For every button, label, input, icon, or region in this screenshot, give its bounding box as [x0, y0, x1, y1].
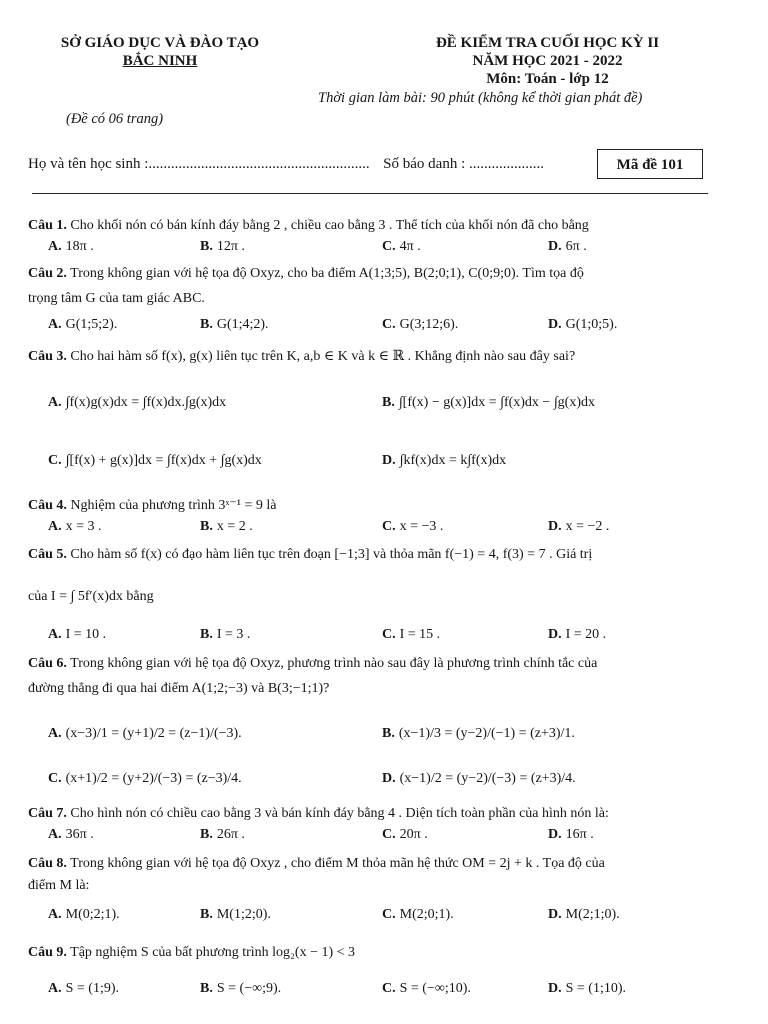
question-label: Câu 4. [28, 498, 67, 513]
question-6 [28, 655, 740, 673]
question-text-cont: trọng tâm G của tam giác ABC. [28, 291, 205, 306]
question-text: Cho khối nón có bán kính đáy bằng 2 , chiều cao bằng 3 . Thể tích của khối nón đã cho bằng [70, 218, 589, 233]
department-name: SỞ GIÁO DỤC VÀ ĐÀO TẠO [60, 35, 260, 51]
option-c[interactable]: C. M(2;0;1). [382, 907, 454, 922]
option-c[interactable]: C. 20π . [382, 827, 428, 842]
school-year: NĂM HỌC 2021 - 2022 [472, 53, 623, 69]
option-d[interactable]: D. x = −2 . [548, 519, 610, 534]
option-c[interactable]: C. S = (−∞;10). [382, 981, 471, 996]
option-b[interactable]: B. S = (−∞;9). [200, 981, 282, 996]
option-b[interactable]: B. ∫[f(x) − g(x)]dx = ∫f(x)dx − ∫g(x)dx [382, 395, 595, 410]
option-b[interactable]: B. I = 3 . [200, 627, 251, 642]
option-d[interactable]: D. 16π . [548, 827, 594, 842]
question-2 [28, 265, 740, 283]
option-a[interactable]: A. 36π . [48, 827, 94, 842]
option-d[interactable]: D. (x−1)/2 = (y−2)/(−3) = (z+3)/4. [382, 771, 576, 786]
header-divider [32, 193, 708, 194]
option-d[interactable]: D. M(2;1;0). [548, 907, 620, 922]
option-a[interactable]: A. M(0;2;1). [48, 907, 120, 922]
question-text: Nghiệm của phương trình 3ˣ⁻¹ = 9 là [70, 498, 277, 513]
question-text-cont: đường thẳng đi qua hai điểm A(1;2;−3) và B(3;−1;1)? [28, 681, 330, 696]
option-b[interactable]: B. M(1;2;0). [200, 907, 271, 922]
option-b[interactable]: B. x = 2 . [200, 519, 253, 534]
exam-code-box: Mã đề 101 [597, 149, 703, 179]
question-5 [28, 546, 740, 564]
page-count: (Đề có 06 trang) [66, 111, 164, 127]
option-a[interactable]: A. I = 10 . [48, 627, 107, 642]
exam-header [375, 34, 720, 88]
option-a[interactable]: A. 18π . [48, 239, 94, 254]
option-d[interactable]: D. ∫kf(x)dx = k∫f(x)dx [382, 453, 507, 468]
subject: Môn: Toán - lớp 12 [486, 71, 609, 87]
option-a[interactable]: A. x = 3 . [48, 519, 102, 534]
question-label: Câu 8. [28, 856, 67, 871]
option-b[interactable]: B. 12π . [200, 239, 245, 254]
question-text: Cho hai hàm số f(x), g(x) liên tục trên K, a,b ∈ K và k ∈ ℝ . Khẳng định nào sau đây sai? [70, 349, 576, 364]
question-label: Câu 3. [28, 349, 67, 364]
question-label: Câu 7. [28, 806, 67, 821]
option-c[interactable]: C. x = −3 . [382, 519, 444, 534]
question-text: Cho hàm số f(x) có đạo hàm liên tục trên đoạn [−1;3] và thỏa mãn f(−1) = 4, f(3) = 7 . Giá trị [70, 547, 593, 562]
question-text: Trong không gian với hệ tọa độ Oxyz , cho điểm M thỏa mãn hệ thức OM = 2j + k . Tọa độ của [70, 856, 605, 871]
question-3 [28, 348, 740, 366]
question-label: Câu 2. [28, 266, 67, 281]
option-c[interactable]: C. 4π . [382, 239, 421, 254]
exam-title: ĐỀ KIỂM TRA CUỐI HỌC KỲ II [435, 35, 660, 51]
option-a[interactable]: A. G(1;5;2). [48, 317, 118, 332]
option-c[interactable]: C. (x+1)/2 = (y+2)/(−3) = (z−3)/4. [48, 771, 242, 786]
student-info-line [28, 156, 544, 173]
question-4 [28, 497, 740, 515]
question-text-cont: của I = ∫ 5f′(x)dx bằng [28, 589, 154, 604]
option-a[interactable]: A. (x−3)/1 = (y+1)/2 = (z−1)/(−3). [48, 726, 242, 741]
option-b[interactable]: B. 26π . [200, 827, 245, 842]
department-header [30, 34, 290, 70]
option-c[interactable]: C. G(3;12;6). [382, 317, 459, 332]
option-d[interactable]: D. S = (1;10). [548, 981, 627, 996]
question-text: Tập nghiệm S của bất phương trình log₂(x − 1) < 3 [70, 945, 356, 960]
exam-time: Thời gian làm bài: 90 phút (không kể thời gian phát đề) [318, 90, 643, 106]
province-name: BẮC NINH [122, 53, 198, 69]
option-b[interactable]: B. (x−1)/3 = (y−2)/(−1) = (z+3)/1. [382, 726, 575, 741]
question-label: Câu 5. [28, 547, 67, 562]
option-c[interactable]: C. I = 15 . [382, 627, 441, 642]
question-label: Câu 9. [28, 945, 67, 960]
option-d[interactable]: D. G(1;0;5). [548, 317, 618, 332]
option-b[interactable]: B. G(1;4;2). [200, 317, 269, 332]
question-7 [28, 805, 740, 823]
question-text-cont: điểm M là: [28, 878, 90, 893]
question-1 [28, 217, 740, 235]
option-d[interactable]: D. 6π . [548, 239, 587, 254]
question-text: Trong không gian với hệ tọa độ Oxyz, phương trình nào sau đây là phương trình chính tắc của [70, 656, 598, 671]
question-8 [28, 855, 740, 873]
option-a[interactable]: A. ∫f(x)g(x)dx = ∫f(x)dx.∫g(x)dx [48, 395, 227, 410]
question-text: Trong không gian với hệ tọa độ Oxyz, cho ba điểm A(1;3;5), B(2;0;1), C(0;9;0). Tìm tọa độ [70, 266, 584, 281]
question-9 [28, 944, 740, 962]
option-c[interactable]: C. ∫[f(x) + g(x)]dx = ∫f(x)dx + ∫g(x)dx [48, 453, 262, 468]
option-a[interactable]: A. S = (1;9). [48, 981, 120, 996]
question-text: Cho hình nón có chiều cao bằng 3 và bán kính đáy bằng 4 . Diện tích toàn phần của hình nón là: [70, 806, 609, 821]
option-d[interactable]: D. I = 20 . [548, 627, 607, 642]
student-id-field[interactable]: Số báo danh : .................... [383, 156, 544, 172]
question-label: Câu 6. [28, 656, 67, 671]
question-label: Câu 1. [28, 218, 67, 233]
student-name-field[interactable]: Họ và tên học sinh :........................................................... [28, 156, 370, 172]
